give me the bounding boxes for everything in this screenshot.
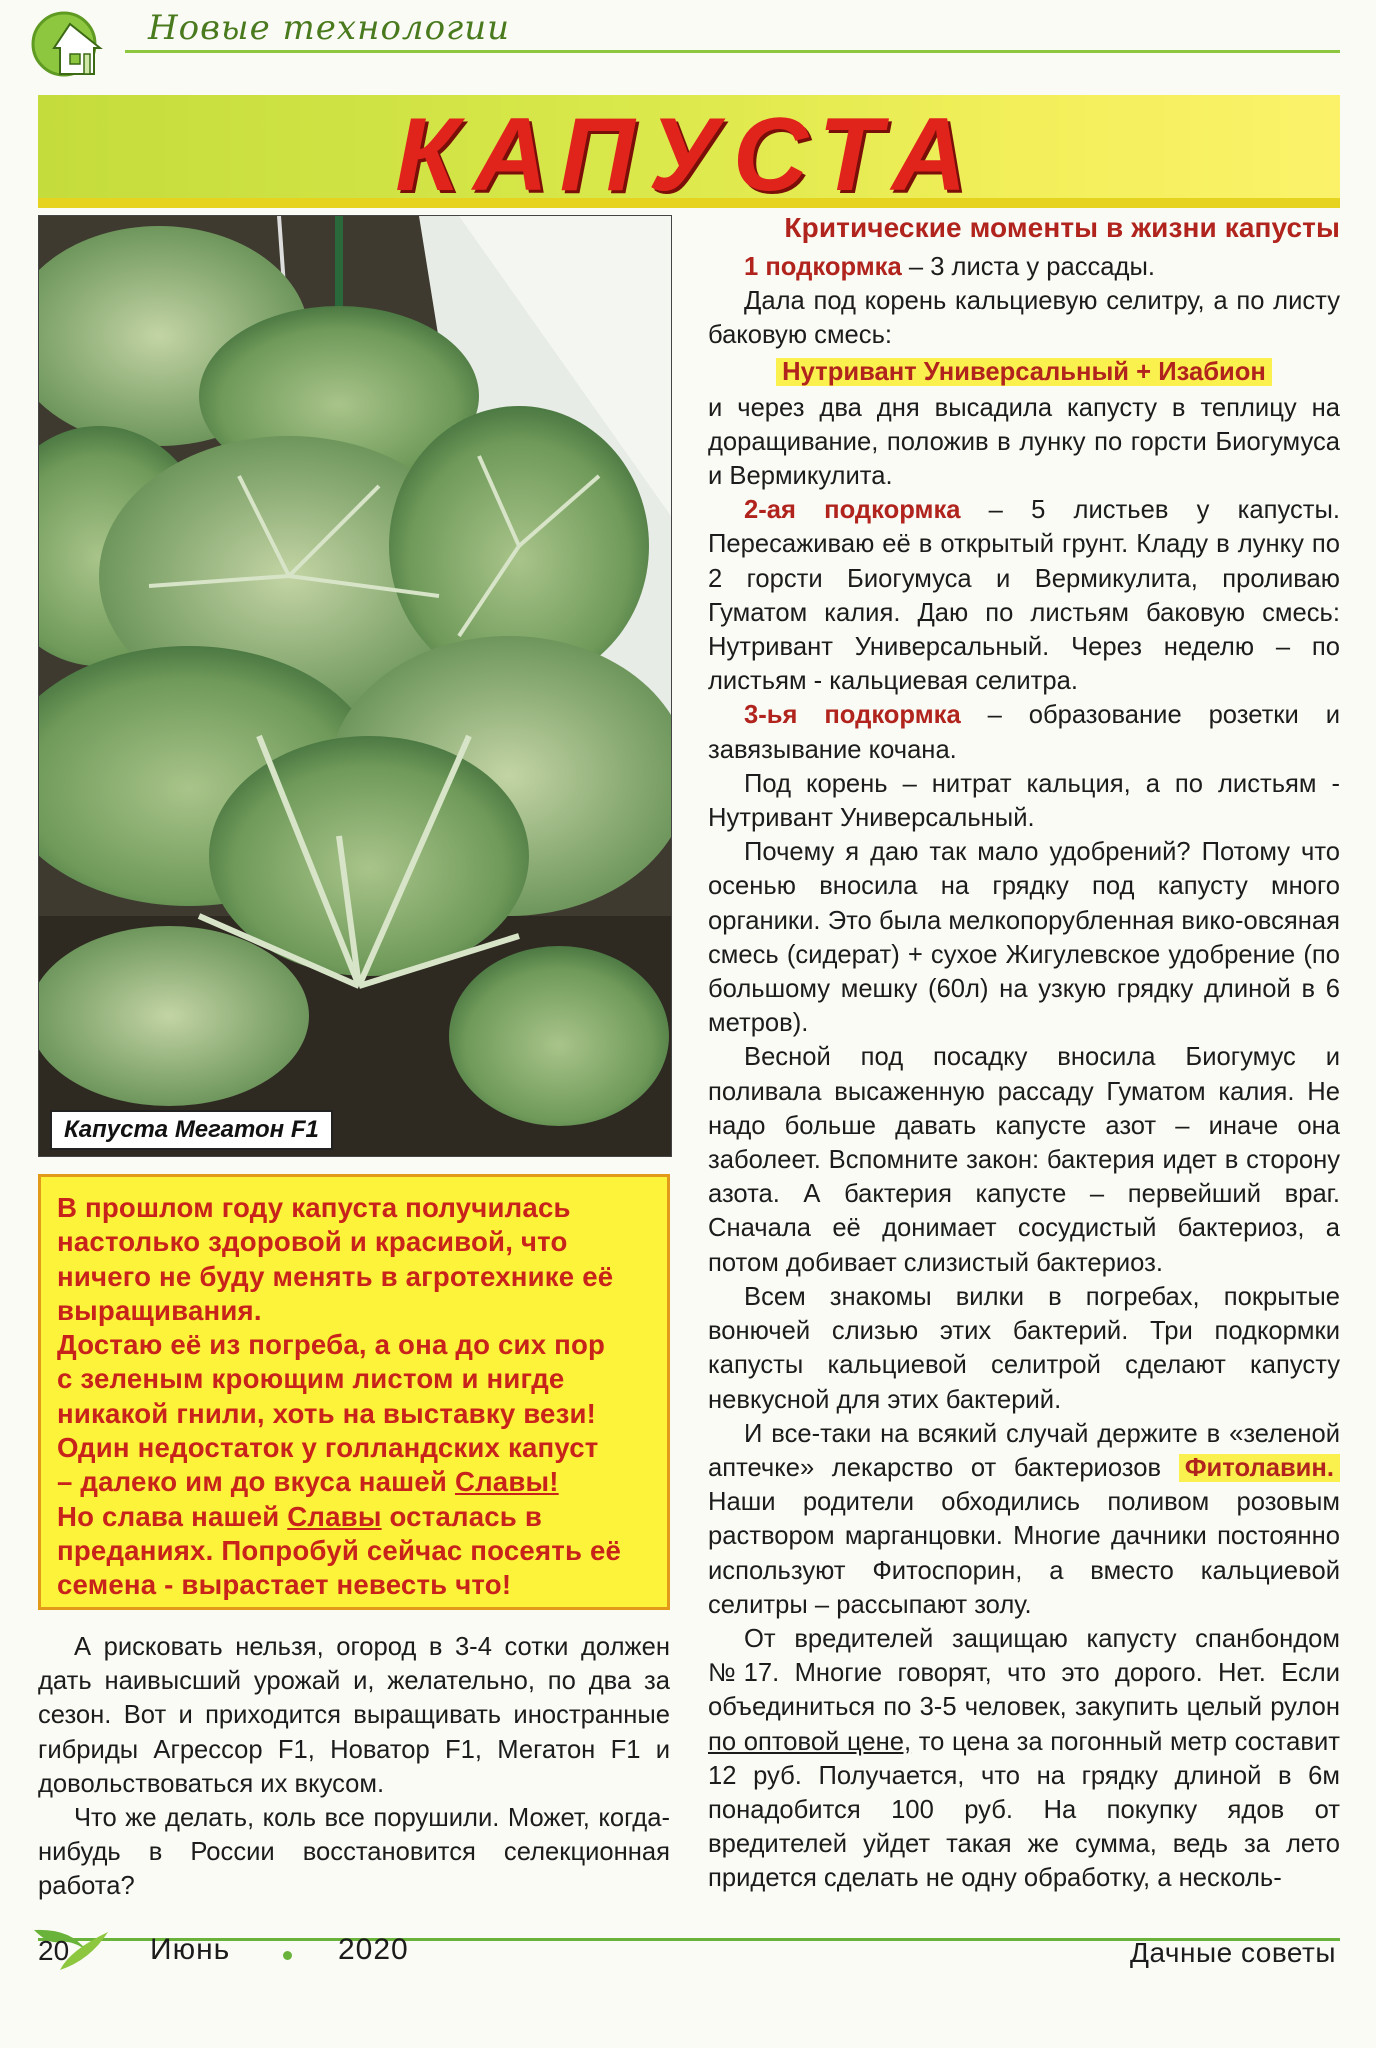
photo-caption: Капуста Мегатон F1 [50, 1110, 333, 1150]
header-divider [125, 50, 1340, 53]
paragraph [708, 1622, 1340, 1896]
wholesale-price-text: по оптовой цене, [708, 1727, 912, 1756]
slava-variety-name: Славы [287, 1500, 382, 1532]
page-number: 20 [38, 1935, 70, 1966]
house-logo-icon [30, 10, 122, 78]
issue-month: Июнь [150, 1933, 231, 1966]
testimonial-line: настолько здоровой и красивой, что [57, 1226, 568, 1258]
paragraph [708, 493, 1340, 698]
feeding-label: 1 подкормка [744, 253, 902, 281]
article-title: КАПУСТА [395, 97, 981, 213]
product-line [708, 355, 1340, 389]
testimonial-line: преданиях. Попробуй сейчас посеять её [57, 1534, 622, 1566]
paragraph-text: – 5 листьев у капусты. Пересаживаю её в открытый грунт. Кладу в лунку по 2 горсти Биогумуса и Вермикулита, проливаю Гуматом калия. Даю по листьям баковую смесь: Нутривант Универсальный. Через неделю – по листьям - кальциевая селитра. [708, 496, 1340, 696]
paragraph-text: Наши родители обходились поливом розовым раствором марганцовки. Многие дачники постоянно используют Фитоспорин, а вместо кальциевой селитры – рассыпают золу. [708, 1488, 1340, 1619]
subsection-heading: Критические моменты в жизни капусты [784, 212, 1340, 243]
paragraph-text: – образование розетки и завязывание кочана. [708, 701, 1340, 764]
paragraph [708, 1417, 1340, 1622]
testimonial-line: Один недостаток у голландских капуст [57, 1432, 599, 1464]
footer-separator-dot [283, 1951, 292, 1960]
testimonial-line: никакой гнили, хоть на выставку вези! [57, 1397, 597, 1429]
testimonial-line [57, 1465, 653, 1499]
paragraph: Весной под посадку вносила Биогумус и поливала высаженную рассаду Гуматом калия. Не надо больше давать капусте азот – иначе она заболеет. Вспомните закон: бактерия идет в сторону азота. А бактерия капусте – первейший враг. Сначала её донимает сосудистый бактериоз, а потом добивает слизистый бактериоз. [708, 1043, 1340, 1277]
testimonial-line: В прошлом году капуста получилась [57, 1192, 571, 1223]
issue-year: 2020 [338, 1933, 409, 1966]
paragraph: Почему я даю так мало удобрений? Потому что осенью вносила на грядку под капусту много органики. Это была мелкопорубленная вико-овсяная смесь (сидерат) + сухое Жигулевское удобрение (по большому мешку (60л) на узкую грядку длиной в 6 метров). [708, 838, 1340, 1038]
section-title: Новые технологии [148, 8, 511, 48]
paragraph-text: От вредителей защищаю капусту спанбондом №17. Многие говорят, что это дорого. Нет. Если объединиться по 3-5 человек, закупить целый рулон [708, 1624, 1340, 1722]
magazine-name: Дачные советы [1130, 1937, 1336, 1968]
paragraph: Всем знакомы вилки в погребах, покрытые вонючей слизью этих бактерий. Три подкормки капусты кальциевой селитрой сделают капусту невкусной для этих бактерий. [708, 1282, 1340, 1414]
testimonial-text: осталась в [381, 1500, 543, 1532]
testimonial-text: Но слава нашей [57, 1500, 288, 1532]
testimonial-text: – далеко им до вкуса нашей [57, 1466, 455, 1498]
testimonial-line: Достаю её из погреба, а она до сих пор [57, 1329, 606, 1361]
testimonial-line [57, 1500, 653, 1534]
product-highlight: Нутривант Универсальный + Изабион [776, 358, 1272, 386]
paragraph: А рисковать нельзя, огород в 3-4 сотки должен дать наивысший урожай и, желательно, по два за сезон. Вот и приходится выращивать иностранные гибриды Агрессор F1, Новатор F1, Мегатон F1 и довольствоваться их вкусом. [38, 1633, 670, 1798]
paragraph-text: И все-таки на всякий случай держите в «зеленой аптечке» лекарство от бактериозов [708, 1419, 1340, 1482]
slava-variety-name: Славы! [454, 1466, 559, 1498]
paragraph [708, 250, 1340, 284]
feeding-label: 2-ая подкормка [744, 496, 961, 525]
right-column-text [708, 210, 1340, 1896]
paragraph: и через два дня высадила капусту в теплицу на доращивание, положив в лунку по горсти Биогумуса и Вермикулита. [708, 393, 1340, 491]
cabbage-photo [38, 215, 672, 1157]
paragraph: Под корень – нитрат кальция, а по листьям - Нутривант Универсальный. [708, 769, 1340, 833]
paragraph-text: – 3 листа у рассады. [901, 253, 1155, 281]
feeding-label: 3-ья подкормка [744, 701, 961, 730]
testimonial-line: семена - вырастает невесть что! [57, 1569, 512, 1601]
left-column-text [38, 1630, 670, 1904]
paragraph: Дала под корень кальциевую селитру, а по листу баковую смесь: [708, 287, 1340, 350]
testimonial-line: выращивания. [57, 1294, 262, 1326]
paragraph-text: то цена за погонный метр составит 12 руб. Получается, что на грядку длиной в 6м понадобится 100 руб. На покупку ядов от вредителей уйдет такая же сумма, ведь за лето придется сделать не одну обработку, а несколь- [708, 1727, 1340, 1893]
testimonial-box [38, 1174, 670, 1610]
testimonial-line: ничего не буду менять в агротехнике её [57, 1260, 614, 1292]
product-highlight: Фитолавин. [1179, 1454, 1340, 1482]
paragraph: Что же делать, коль все порушили. Может, когда-нибудь в России восстановится селекционная работа? [38, 1804, 670, 1901]
paragraph [708, 698, 1340, 766]
testimonial-line: с зеленым кроющим листом и нигде [57, 1363, 565, 1395]
